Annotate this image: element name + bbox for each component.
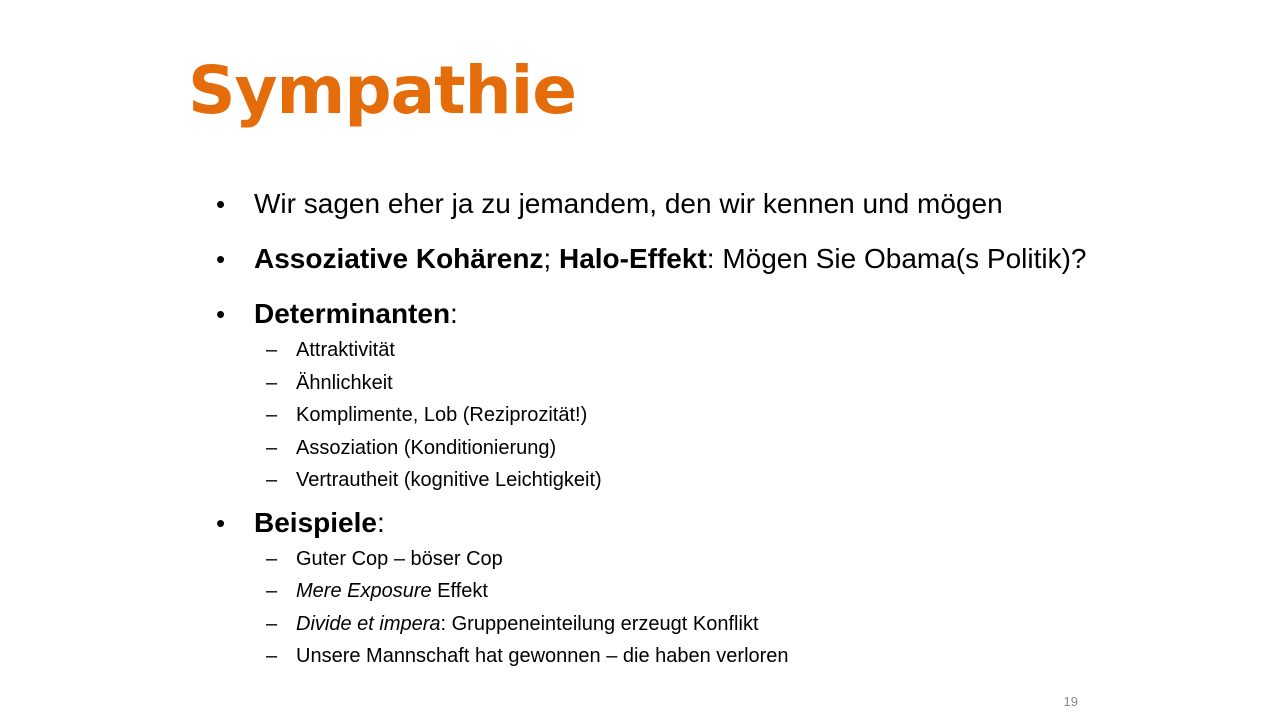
list-item-term: Divide et impera bbox=[296, 612, 441, 635]
list-item bbox=[216, 640, 1156, 673]
list-item-term: Mere Exposure bbox=[296, 580, 432, 602]
page-number: 19 bbox=[1063, 694, 1078, 709]
list-item bbox=[216, 367, 1156, 400]
dash-icon: – bbox=[266, 339, 278, 361]
list-item-text: Attraktivität bbox=[296, 339, 395, 361]
bullet-icon: • bbox=[216, 507, 226, 538]
list-item-text: : Gruppeneinteilung erzeugt Konflikt bbox=[440, 612, 759, 635]
dash-icon: – bbox=[266, 645, 278, 667]
bullet-icon: • bbox=[216, 244, 226, 274]
bullet-term: Assoziative Kohärenz bbox=[254, 243, 544, 274]
list-item-text: Assoziation (Konditionierung) bbox=[296, 436, 557, 459]
dash-icon: – bbox=[266, 580, 278, 602]
slide-content bbox=[216, 184, 1156, 679]
dash-icon: – bbox=[266, 469, 278, 491]
bullet-separator: ; bbox=[543, 243, 559, 274]
list-item bbox=[216, 334, 1156, 367]
list-item-text: Komplimente, Lob (Reziprozität!) bbox=[296, 404, 588, 426]
list-item bbox=[216, 464, 1156, 497]
bullet-heading: Beispiele bbox=[254, 506, 377, 538]
bullet-item bbox=[216, 239, 1156, 279]
list-item bbox=[216, 432, 1156, 465]
bullet-colon: : bbox=[450, 298, 458, 329]
bullet-term: Halo-Effekt bbox=[558, 243, 707, 274]
list-item-text: Ähnlichkeit bbox=[296, 371, 393, 394]
bullet-item bbox=[216, 184, 1156, 224]
bullet-text: : Mögen Sie Obama(s Politik)? bbox=[706, 243, 1087, 274]
list-item-text: Vertrautheit (kognitive Leichtigkeit) bbox=[296, 469, 602, 491]
list-item bbox=[216, 543, 1156, 576]
dash-icon: – bbox=[266, 612, 278, 635]
sub-list-beispiele bbox=[216, 543, 1156, 673]
slide-title: Sympathie bbox=[188, 52, 577, 129]
bullet-text: Wir sagen eher ja zu jemandem, den wir kennen und mögen bbox=[254, 188, 1003, 219]
list-item-text: Effekt bbox=[431, 580, 488, 602]
dash-icon: – bbox=[266, 547, 278, 570]
list-item-text: Guter Cop – böser Cop bbox=[296, 547, 503, 570]
bullet-item bbox=[216, 294, 1156, 334]
list-item-text: Unsere Mannschaft hat gewonnen – die haben verloren bbox=[296, 645, 789, 667]
sub-list-determinanten bbox=[216, 334, 1156, 497]
bullet-icon: • bbox=[216, 189, 226, 219]
dash-icon: – bbox=[266, 436, 278, 459]
dash-icon: – bbox=[266, 371, 278, 394]
list-item bbox=[216, 575, 1156, 608]
bullet-icon: • bbox=[216, 299, 226, 329]
dash-icon: – bbox=[266, 404, 278, 426]
bullet-heading: Determinanten bbox=[254, 298, 451, 329]
bullet-item bbox=[216, 503, 1156, 543]
bullet-colon: : bbox=[376, 506, 385, 538]
list-item bbox=[216, 608, 1156, 641]
list-item bbox=[216, 399, 1156, 432]
